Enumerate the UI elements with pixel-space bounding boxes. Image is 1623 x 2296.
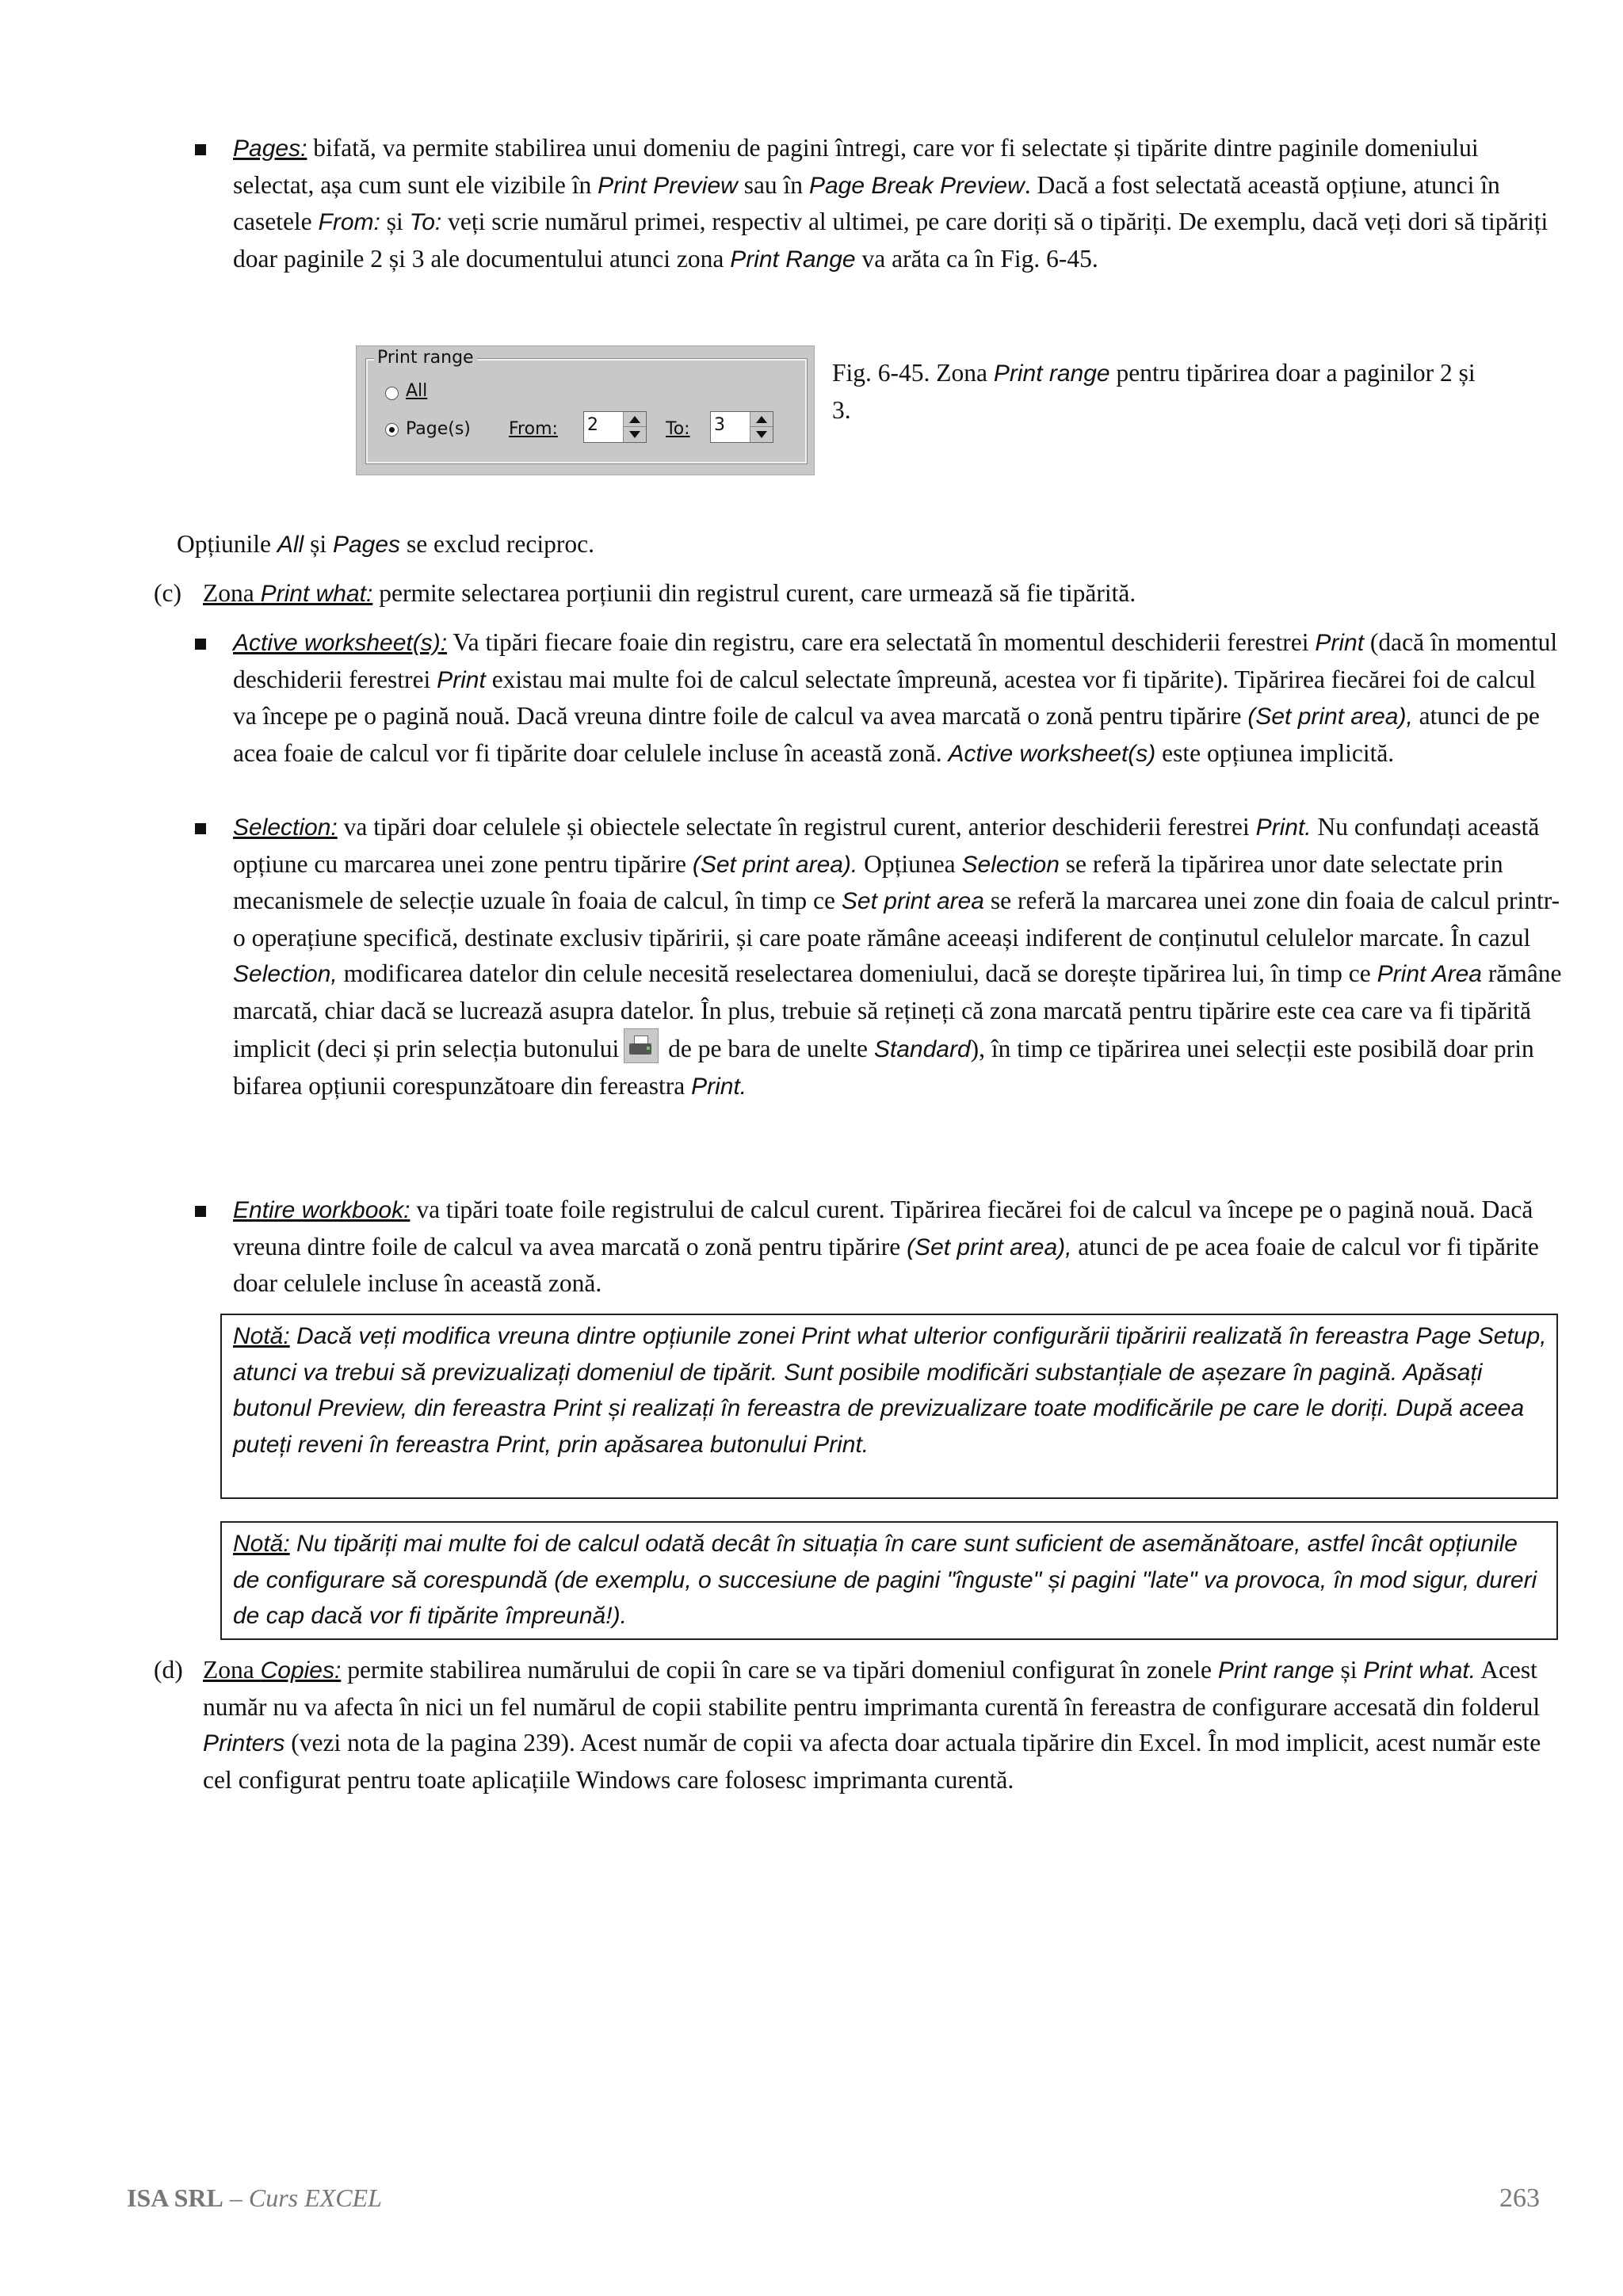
bullet-marker xyxy=(195,823,206,834)
spin-up-icon[interactable] xyxy=(756,416,767,423)
print-button-icon[interactable] xyxy=(624,1028,659,1063)
all-radio-label: All xyxy=(406,381,428,401)
from-value: 2 xyxy=(587,415,598,435)
section-d-text: Zona Copies: permite stabilirea numărului de copii în care se va tipări domeniul configurat în zonele Print range și Print what. Acest număr nu va afecta în nici un fel numărul de copii stabilite pentru imprimanta curentă în fereastra de configurare accesată din folderul Printers (vezi nota de la pagina 239). Acest număr de copii va afecta doar actuala tipărire din Excel. În mod implicit, acest număr este cel configurat pentru toate aplicațiile Windows care folosesc imprimanta curentă. xyxy=(203,1656,1541,1794)
spin-down-icon[interactable] xyxy=(629,431,640,438)
selection-bullet-text: Selection: va tipări doar celulele și obiectele selectate în registrul curent, anterior deschiderii ferestrei Print. Nu confundați această opțiune cu marcarea unei zone pentru tipărire (Set print area). Opțiunea Selection se referă la tipărirea unor date selectate prin mecanismele de selecție uzuale în foaia de calcul, în timp ce Set print area se referă la marcarea unei zone din foaia de calcul printr-o operațiune specifică, destinate exclusiv tipăririi, și care poate rămâne aceeași indiferent de conținutul celulelor marcate. În cazul Selection, modificarea datelor din celule necesită reselectarea domeniului, dacă se dorește tipărirea lui, în timp ce Print Area rămâne marcată, chiar dacă se lucrează asupra datelor. În plus, trebuie să rețineți că zona marcată pentru tipărire este cea care va fi tipărită implicit (deci și prin selecția butonului de pe bara de unelte Standard), în timp ce tipărirea unei selecții este posibilă doar prin bifarea opțiunii corespunzătoare din fereastra Print. xyxy=(233,813,1562,1100)
print-range-legend: Print range xyxy=(374,348,477,368)
bullet-marker xyxy=(195,144,206,155)
note-box-1: Notă: Dacă veți modifica vreuna dintre opțiunile zonei Print what ulterior configurării tipăririi realizată în fereastra Page Setup, atunci va trebui să previzualizați domeniul de tipărit. Sunt posibile modificări substanțiale de așezare în pagină. Apăsați butonul Preview, din fereastra Print și realizați în fereastra de previzualizare toate modificările pe care le doriți. După aceea puteți reveni în fereastra Print, prin apăsarea butonului Print. xyxy=(220,1314,1558,1499)
spin-down-icon[interactable] xyxy=(756,431,767,438)
all-radio[interactable] xyxy=(385,387,399,400)
entire-workbook-bullet-text: Entire workbook: va tipări toate foile registrului de calcul curent. Tipărirea fiecărei foi de calcul va începe pe o pagină nouă. Dacă vreuna dintre foile de calcul va avea marcată o zonă pentru tipărire (Set print area), atunci de pe acea foaie de calcul vor fi tipărite doar celulele incluse în această zonă. xyxy=(233,1196,1539,1297)
active-worksheet-bullet-text: Active worksheet(s): Va tipări fiecare foaie din registru, care era selectată în momentul deschiderii ferestrei Print (dacă în momentul deschiderii ferestrei Print existau mai multe foi de calcul selectate împreună, acestea vor fi tipărite). Tipărirea fiecărei foi de calcul va începe pe o pagină nouă. Dacă vreuna dintre foile de calcul va avea marcată o zonă pentru tipărire (Set print area), atunci de pe acea foaie de calcul vor fi tipărite doar celulele incluse în această zonă. Active worksheet(s) este opțiunea implicită. xyxy=(233,628,1558,767)
page-number: 263 xyxy=(1499,2183,1540,2213)
pages-bullet-text: Pages: bifată, va permite stabilirea unui domeniu de pagini întregi, care vor fi selectate și tipărite dintre paginile domeniului selectat, așa cum sunt ele vizibile în Print Preview sau în Page Break Preview. Dacă a fost selectată această opțiune, atunci în casetele From: și To: veți scrie numărul primei, respectiv al ultimei, pe care doriți să o tipăriți. De exemplu, dacă veți dori să tipăriți doar paginile 2 și 3 ale documentului atunci zona Print Range va arăta ca în Fig. 6-45. xyxy=(233,134,1549,273)
from-spinner[interactable] xyxy=(583,411,647,443)
bullet-marker xyxy=(195,639,206,650)
print-range-dialog xyxy=(356,345,815,475)
pages-radio[interactable] xyxy=(385,423,399,437)
section-d-marker: (d) xyxy=(154,1656,183,1684)
to-value: 3 xyxy=(714,415,725,435)
note-label: Notă: xyxy=(233,1323,290,1349)
to-label: To: xyxy=(666,419,690,439)
note-box-2: Notă: Nu tipăriți mai multe foi de calcul odată decât în situația în care sunt suficient de asemănătoare, astfel încât opțiunile de configurare să corespundă (de exemplu, o succesiune de pagini "înguste" și pagini "late" va provoca, în mod sigur, dureri de cap dacă vor fi tipărite împreună!). xyxy=(220,1521,1558,1640)
spin-up-icon[interactable] xyxy=(629,416,640,423)
from-label: From: xyxy=(509,419,558,439)
note-label: Notă: xyxy=(233,1531,290,1557)
pages-label: Pages: xyxy=(233,135,307,162)
footer-course: ISA SRL – Curs EXCEL xyxy=(127,2183,382,2212)
from-spinner-buttons[interactable] xyxy=(623,412,646,442)
pages-radio-label: Page(s) xyxy=(406,419,471,439)
section-c-marker: (c) xyxy=(154,579,181,607)
bullet-marker xyxy=(195,1206,206,1217)
to-spinner[interactable] xyxy=(710,411,773,443)
options-exclusive-line: Opțiunile All și Pages se exclud reciproc. xyxy=(177,530,594,558)
to-spinner-buttons[interactable] xyxy=(750,412,773,442)
section-c-text: Zona Print what: permite selectarea porțiunii din registrul curent, care urmează să fie tipărită. xyxy=(203,579,1136,607)
figure-caption: Fig. 6-45. Zona Print range pentru tipărirea doar a paginilor 2 și 3. xyxy=(832,359,1476,424)
